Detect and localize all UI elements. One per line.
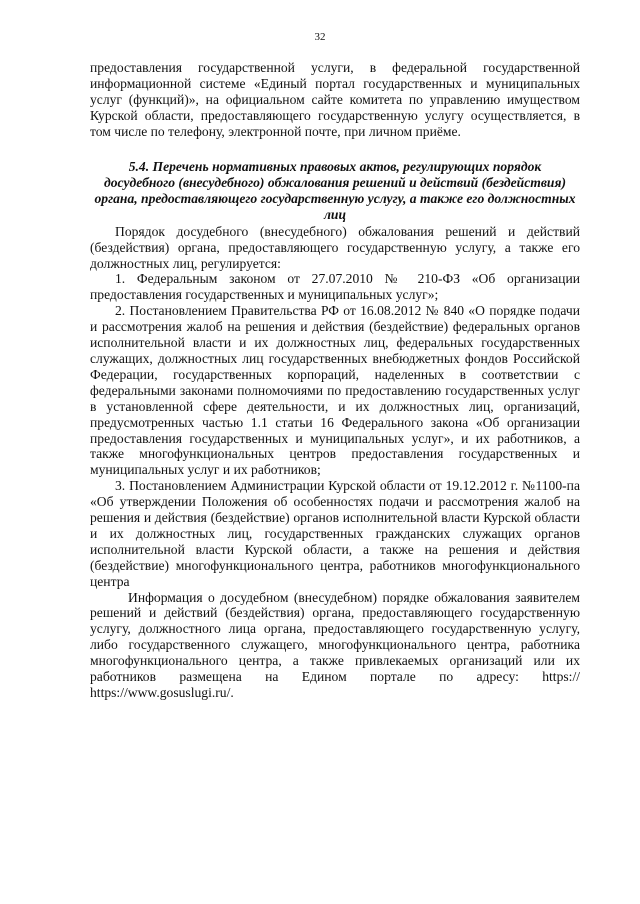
page-number: 32 <box>314 31 326 43</box>
intro-paragraph: предоставления государственной услуги, в федеральной государственной информационной системе «Единый портал государственных и муниципальных услуг (функций)», на официальном сайте комитета по управлению имуществом Курской области, предоставляющего государственную услугу осуществляется, в том числе по телефону, электронной почте, при личном приёме. <box>90 60 580 139</box>
regulation-item-1: 1. Федеральным законом от 27.07.2010 № 210-ФЗ «Об организации предоставления государственных и муниципальных услуг»; <box>90 271 580 303</box>
section-heading: 5.4. Перечень нормативных правовых актов, регулирующих порядок досудебного (внесудебного) обжалования решений и действий (бездействия) органа, предоставляющего государственную услугу, а также его должностных лиц <box>94 158 576 223</box>
regulation-item-3: 3. Постановлением Администрации Курской области от 19.12.2012 г. №1100-па «Об утверждении Положения об особенностях подачи и рассмотрения жалоб на решения и действия (бездействие) органов исполнительной власти Курской области и их должностных лиц, государственных гражданских служащих органов исполнительной власти Курской области, а также на решения и действия (бездействие) многофункционального центра, работников многофункционального центра <box>90 478 580 589</box>
regulation-item-2: 2. Постановлением Правительства РФ от 16.08.2012 № 840 «О порядке подачи и рассмотрения жалоб на решения и действия (бездействие) федеральных органов исполнительной власти и их должностных лиц, федеральных государственных служащих, должностных лиц государственных внебюджетных фондов Российской Федерации, государственных корпораций, наделенных в соответствии с федеральными законами полномочиями по предоставлению государственных услуг в установленной сфере деятельности, и их должностных лиц, организаций, предусмотренных частью 1.1 статьи 16 Федерального закона «Об организации предоставления государственных и муниципальных услуг», и их работников, а также многофункциональных центров предоставления государственных и муниципальных услуг и их работников; <box>90 303 580 478</box>
regulation-intro-paragraph: Порядок досудебного (внесудебного) обжалования решений и действий (бездействия) органа, предоставляющего государственную услугу, а также его должностных лиц, регулируется: <box>90 223 580 271</box>
document-body <box>90 60 580 701</box>
information-paragraph: Информация о досудебном (внесудебном) порядке обжалования заявителем решений и действий (бездействия) органа, предоставляющего государственную услугу, должностного лица органа, предоставляющего государственную услугу, либо государственного служащего, многофункционального центра, работника многофункционального центра, а также привлекаемых организаций или их работников размещена на Едином портале по адресу: https:// https://www.gosuslugi.ru/. <box>90 589 580 700</box>
